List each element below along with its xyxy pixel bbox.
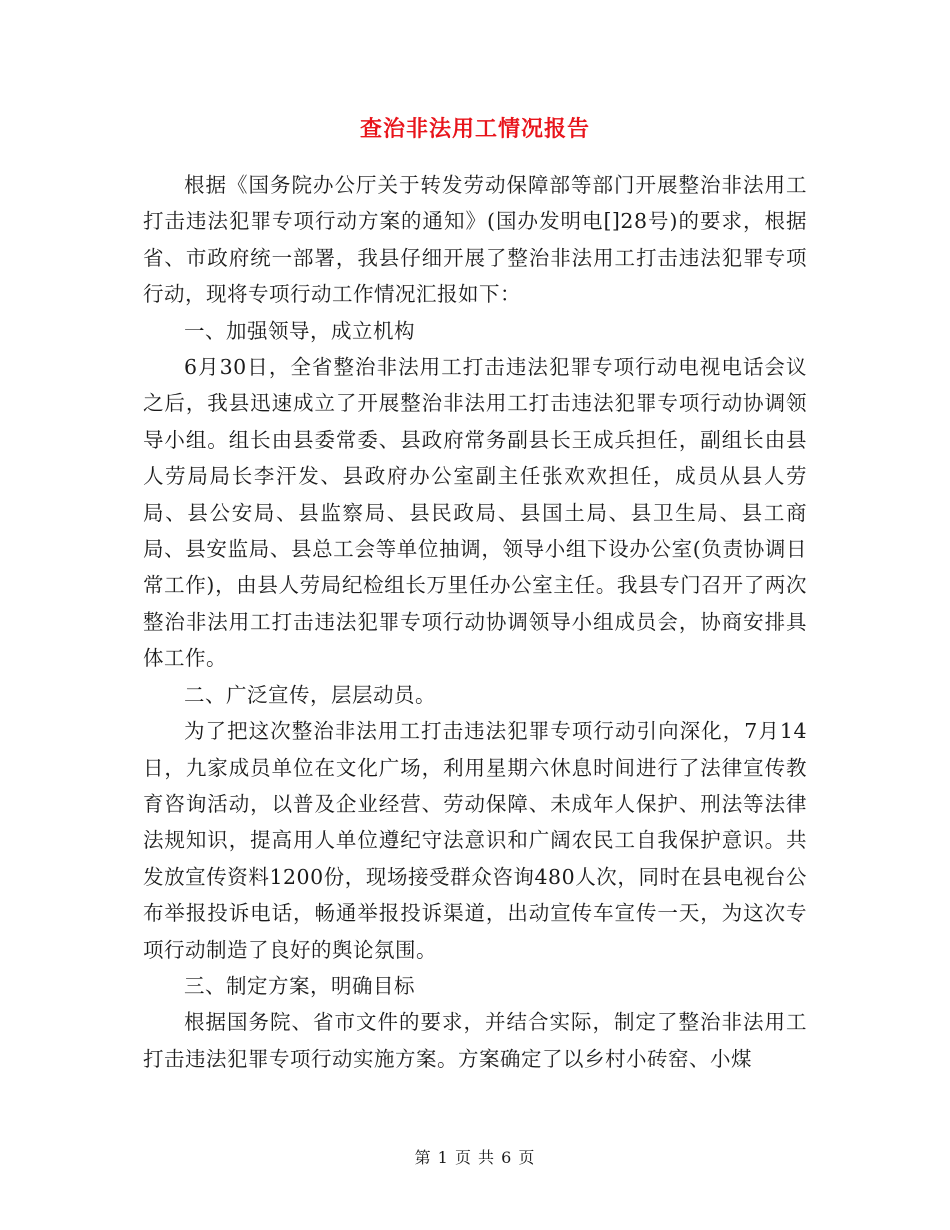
section-heading-1: 一、加强领导，成立机构 [184,318,415,343]
paragraph-intro: 根据《国务院办公厅关于转发劳动保障部等部门开展整治非法用工打击违法犯罪专项行动方案的通知》(国办发明电[]28号)的要求，根据省、市政府统一部署，我县仔细开展了整治非法用工打击违法犯罪专项行动，现将专项行动工作情况汇报如下： [143,173,807,307]
paragraph-section-2: 为了把这次整治非法用工打击违法犯罪专项行动引向深化，7月14日，九家成员单位在文化广场，利用星期六休息时间进行了法律宣传教育咨询活动，以普及企业经营、劳动保障、未成年人保护、刑法等法律法规知识，提高用人单位遵纪守法意识和广阔农民工自我保护意识。共发放宣传资料1200份，现场接受群众咨询480人次，同时在县电视台公布举报投诉电话，畅通举报投诉渠道，出动宣传车宣传一天，为这次专项行动制造了良好的舆论氛围。 [143,719,807,962]
paragraph-section-1: 6月30日，全省整治非法用工打击违法犯罪专项行动电视电话会议之后，我县迅速成立了开展整治非法用工打击违法犯罪专项行动协调领导小组。组长由县委常委、县政府常务副县长王成兵担任，副组长由县人劳局局长李汗发、县政府办公室副主任张欢欢担任，成员从县人劳局、县公安局、县监察局、县民政局、县国土局、县卫生局、县工商局、县安监局、县总工会等单位抽调，领导小组下设办公室(负责协调日常工作)，由县人劳局纪检组长万里任办公室主任。我县专门召开了两次整治非法用工打击违法犯罪专项行动协调领导小组成员会，协商安排具体工作。 [143,355,807,671]
document-body [143,167,807,1077]
section-heading-2: 二、广泛宣传，层层动员。 [184,682,436,707]
page-number-label: 第 1 页 共 6 页 [414,1148,536,1167]
document-title: 查治非法用工情况报告 [359,116,590,142]
section-heading-3: 三、制定方案，明确目标 [184,973,415,998]
page-footer [0,1146,950,1170]
paragraph-section-3: 根据国务院、省市文件的要求，并结合实际，制定了整治非法用工打击违法犯罪专项行动实施方案。方案确定了以乡村小砖窑、小煤 [143,1010,807,1071]
